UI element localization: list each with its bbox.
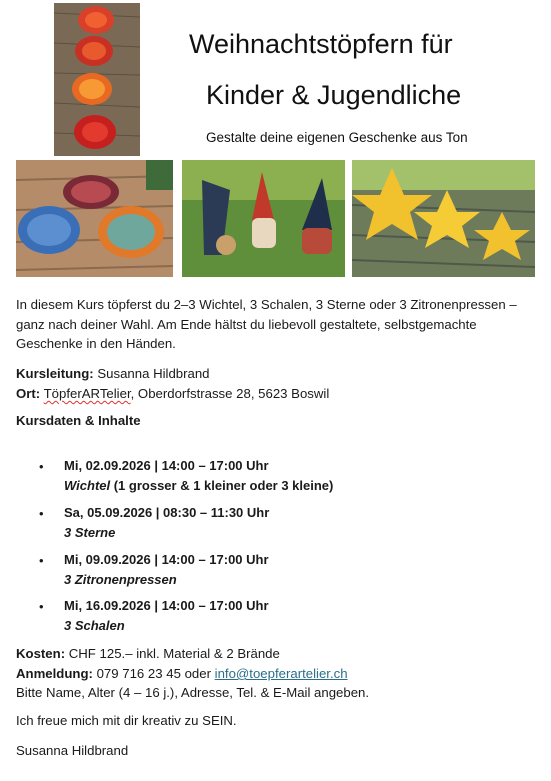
bullet-icon: • [39, 553, 44, 568]
course-content: 3 Schalen [64, 618, 125, 633]
ort-label: Ort: [16, 386, 41, 401]
course-content: 3 Zitronenpressen [64, 572, 177, 587]
signature: Susanna Hildbrand [16, 743, 129, 758]
photo-bowls [16, 160, 173, 277]
photo-red-bowls [54, 3, 140, 156]
ort-line [16, 384, 329, 404]
kursleitung-line [16, 364, 210, 384]
course-content: 3 Sterne [64, 525, 116, 540]
bullet-icon: • [39, 599, 44, 614]
bullet-icon: • [39, 506, 44, 521]
course-date: Mi, 09.09.2026 | 14:00 – 17:00 Uhr [64, 552, 269, 567]
course-content [64, 478, 333, 493]
kursdaten-heading: Kursdaten & Inhalte [16, 413, 141, 428]
kursleitung-label: Kursleitung: [16, 366, 94, 381]
kursleitung-value: Susanna Hildbrand [97, 366, 210, 381]
course-content-extra: (1 grosser & 1 kleiner oder 3 kleine) [110, 478, 334, 493]
page-title-line2: Kinder & Jugendliche [206, 80, 462, 110]
course-date: Sa, 05.09.2026 | 08:30 – 11:30 Uhr [64, 505, 270, 520]
page-title-line1: Weihnachtstöpfern für [189, 29, 453, 59]
anmeldung-label: Anmeldung: [16, 666, 93, 681]
kosten-value: CHF 125.– inkl. Material & 2 Brände [65, 646, 280, 661]
anmeldung-line [16, 664, 348, 684]
anmeldung-phone: 079 716 23 45 oder [92, 666, 215, 681]
course-date: Mi, 16.09.2026 | 14:00 – 17:00 Uhr [64, 598, 269, 613]
ort-address: , Oberdorfstrasse 28, 5623 Boswil [130, 386, 330, 401]
course-date: Mi, 02.09.2026 | 14:00 – 17:00 Uhr [64, 458, 269, 473]
intro-paragraph: In diesem Kurs töpferst du 2–3 Wichtel, 3 Schalen, 3 Sterne oder 3 Zitronenpressen – ganz nach deiner Wahl. Am Ende hältst du liebevoll gestaltete, selbstgemachte Geschenke in den Händen. [16, 297, 517, 351]
email-link[interactable]: info@toepferartelier.ch [214, 666, 348, 681]
kosten-label: Kosten: [16, 646, 66, 661]
page-subtitle: Gestalte deine eigenen Geschenke aus Ton [206, 130, 468, 145]
course-content-title: Wichtel [64, 478, 111, 493]
kosten-line [16, 644, 280, 664]
closing-line: Ich freue mich mit dir kreativ zu SEIN. [16, 713, 237, 728]
bullet-icon: • [39, 459, 44, 474]
registration-note: Bitte Name, Alter (4 – 16 j.), Adresse, Tel. & E-Mail angeben. [16, 685, 370, 700]
photo-stars [352, 160, 535, 277]
ort-place: TöpferARTelier [43, 386, 131, 401]
photo-gnomes [182, 160, 345, 277]
